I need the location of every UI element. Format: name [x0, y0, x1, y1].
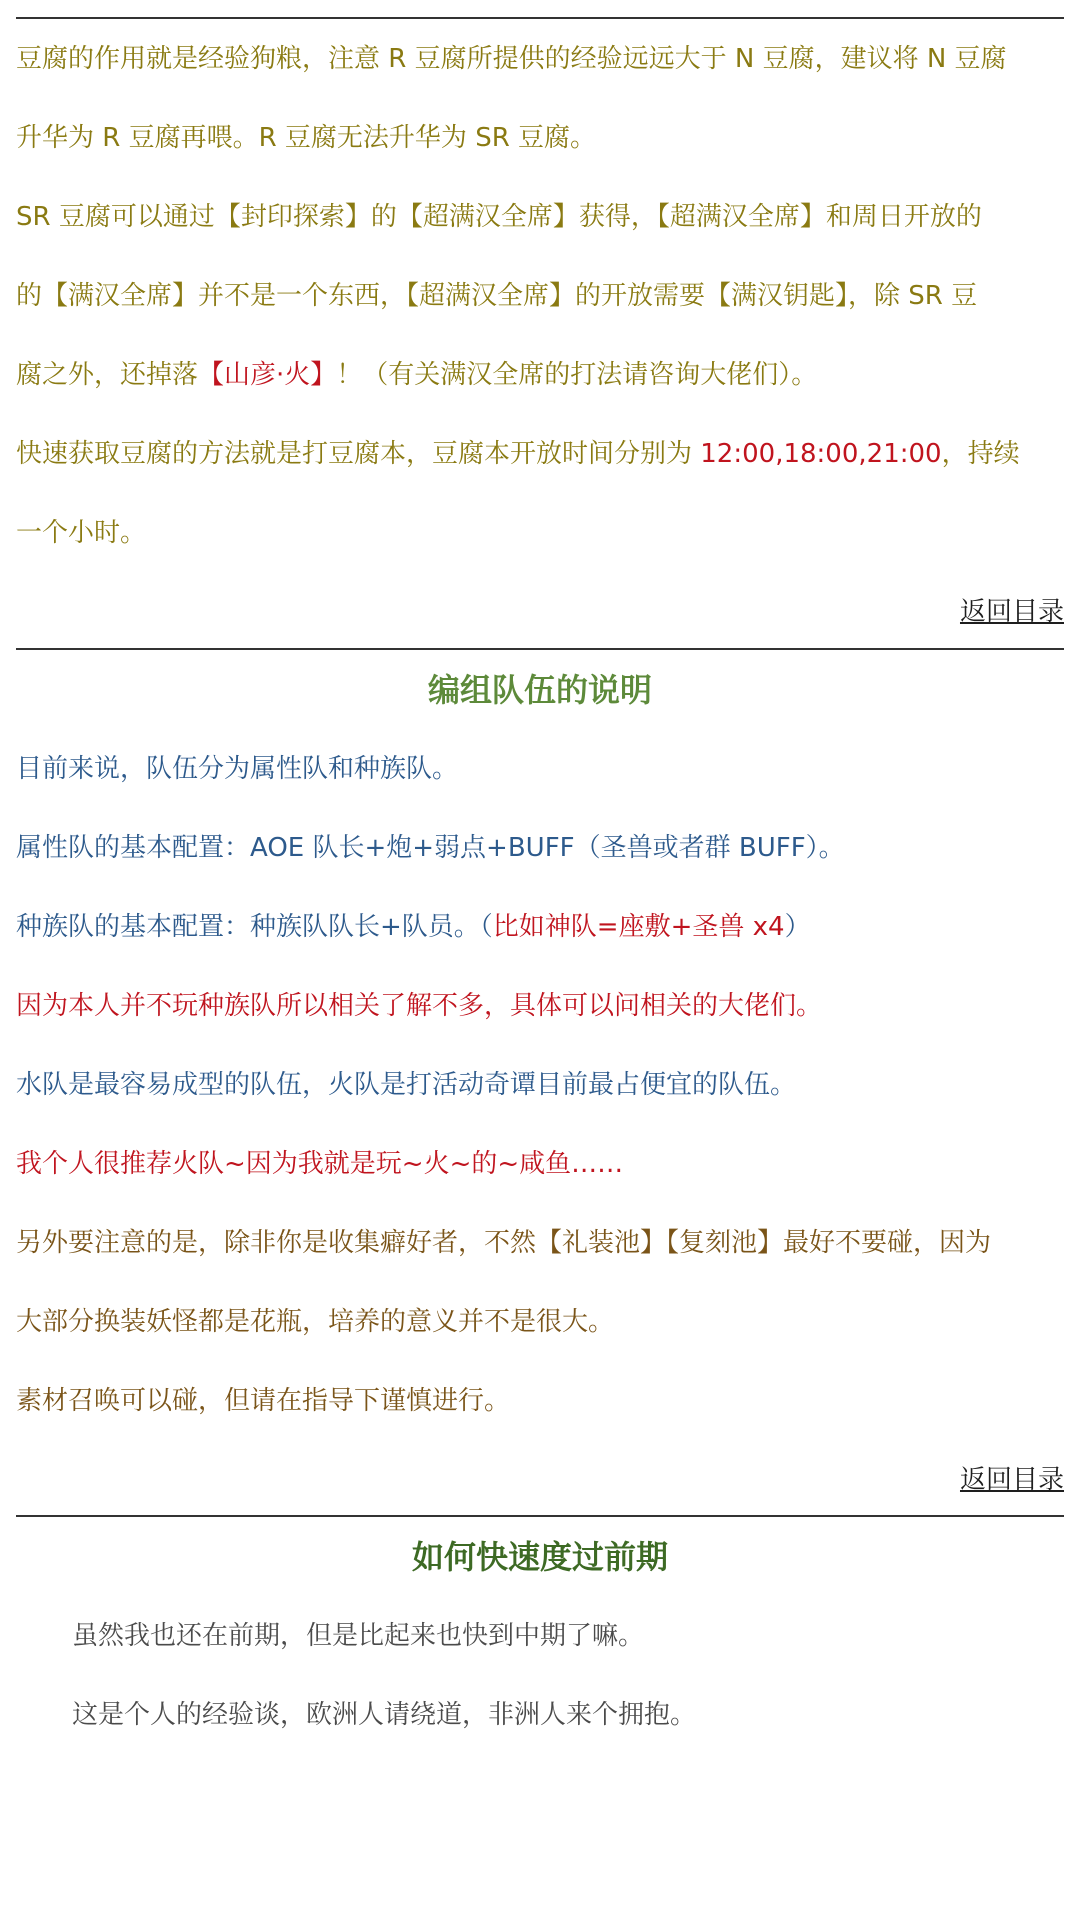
team-paragraph-7-line-2: 大部分换装妖怪都是花瓶，培养的意义并不是很大。: [16, 1307, 615, 1337]
team-paragraph-6: 我个人很推荐火队~因为我就是玩~火~的~咸鱼……: [16, 1149, 624, 1179]
back-to-contents-link[interactable]: 返回目录: [959, 597, 1064, 627]
early-game-paragraph-2: 这是个人的经验谈，欧洲人请绕道，非洲人来个拥抱。: [72, 1700, 697, 1730]
section-divider: [16, 648, 1064, 650]
tofu-paragraph-2-line-3: [16, 336, 1064, 415]
section-divider: [16, 1515, 1064, 1517]
tofu-paragraph-2-line-2: 的【满汉全席】并不是一个东西，【超满汉全席】的开放需要【满汉钥匙】，除 SR 豆: [16, 281, 978, 311]
tofu-schedule-suffix: ，持续: [941, 439, 1020, 469]
team-paragraph-3: [16, 888, 1064, 967]
tofu-drop-note: ！（有关满汉全席的打法请咨询大佬们）。: [336, 360, 818, 390]
race-team-close-paren: ）: [784, 912, 811, 942]
race-team-config: 种族队的基本配置：种族队队长+队员。（: [16, 912, 493, 942]
tofu-paragraph-3-line-2: 一个小时。: [16, 518, 147, 548]
early-game-section-title: 如何快速度过前期: [411, 1538, 668, 1576]
tofu-paragraph-3-line-1: [16, 415, 1064, 494]
team-paragraph-4: 因为本人并不玩种族队所以相关了解不多，具体可以问相关的大佬们。: [16, 991, 823, 1021]
back-to-contents-link[interactable]: 返回目录: [959, 1465, 1064, 1495]
section-divider: [16, 17, 1064, 19]
team-section-title: 编组队伍的说明: [427, 671, 652, 709]
tofu-paragraph-1-line-1: 豆腐的作用就是经验狗粮，注意 R 豆腐所提供的经验远远大于 N 豆腐，建议将 N 豆腐: [16, 44, 1007, 74]
team-paragraph-7-line-1: 另外要注意的是，除非你是收集癖好者，不然【礼装池】【复刻池】最好不要碰，因为: [16, 1228, 992, 1258]
tofu-paragraph-2-line-1: SR 豆腐可以通过【封印探索】的【超满汉全席】获得，【超满汉全席】和周日开放的: [16, 202, 982, 232]
tofu-drop-text: 腐之外，还掉落: [16, 360, 199, 390]
team-paragraph-2: 属性队的基本配置：AOE 队长+炮+弱点+BUFF（圣兽或者群 BUFF）。: [16, 833, 845, 863]
tofu-schedule-text: 快速获取豆腐的方法就是打豆腐本，豆腐本开放时间分别为: [16, 439, 701, 469]
team-paragraph-1: 目前来说，队伍分为属性队和种族队。: [16, 754, 459, 784]
race-team-example: 比如神队=座敷+圣兽 x4: [492, 912, 785, 942]
team-paragraph-5: 水队是最容易成型的队伍，火队是打活动奇谭目前最占便宜的队伍。: [16, 1070, 797, 1100]
tofu-schedule-times: 12:00,18:00,21:00: [700, 439, 942, 469]
tofu-paragraph-1-line-2: 升华为 R 豆腐再喂。R 豆腐无法升华为 SR 豆腐。: [16, 123, 597, 153]
early-game-paragraph-1: 虽然我也还在前期，但是比起来也快到中期了嘛。: [72, 1621, 645, 1651]
team-paragraph-8: 素材召唤可以碰，但请在指导下谨慎进行。: [16, 1386, 511, 1416]
yamabiko-fire-highlight: 【山彦·火】: [198, 360, 337, 390]
